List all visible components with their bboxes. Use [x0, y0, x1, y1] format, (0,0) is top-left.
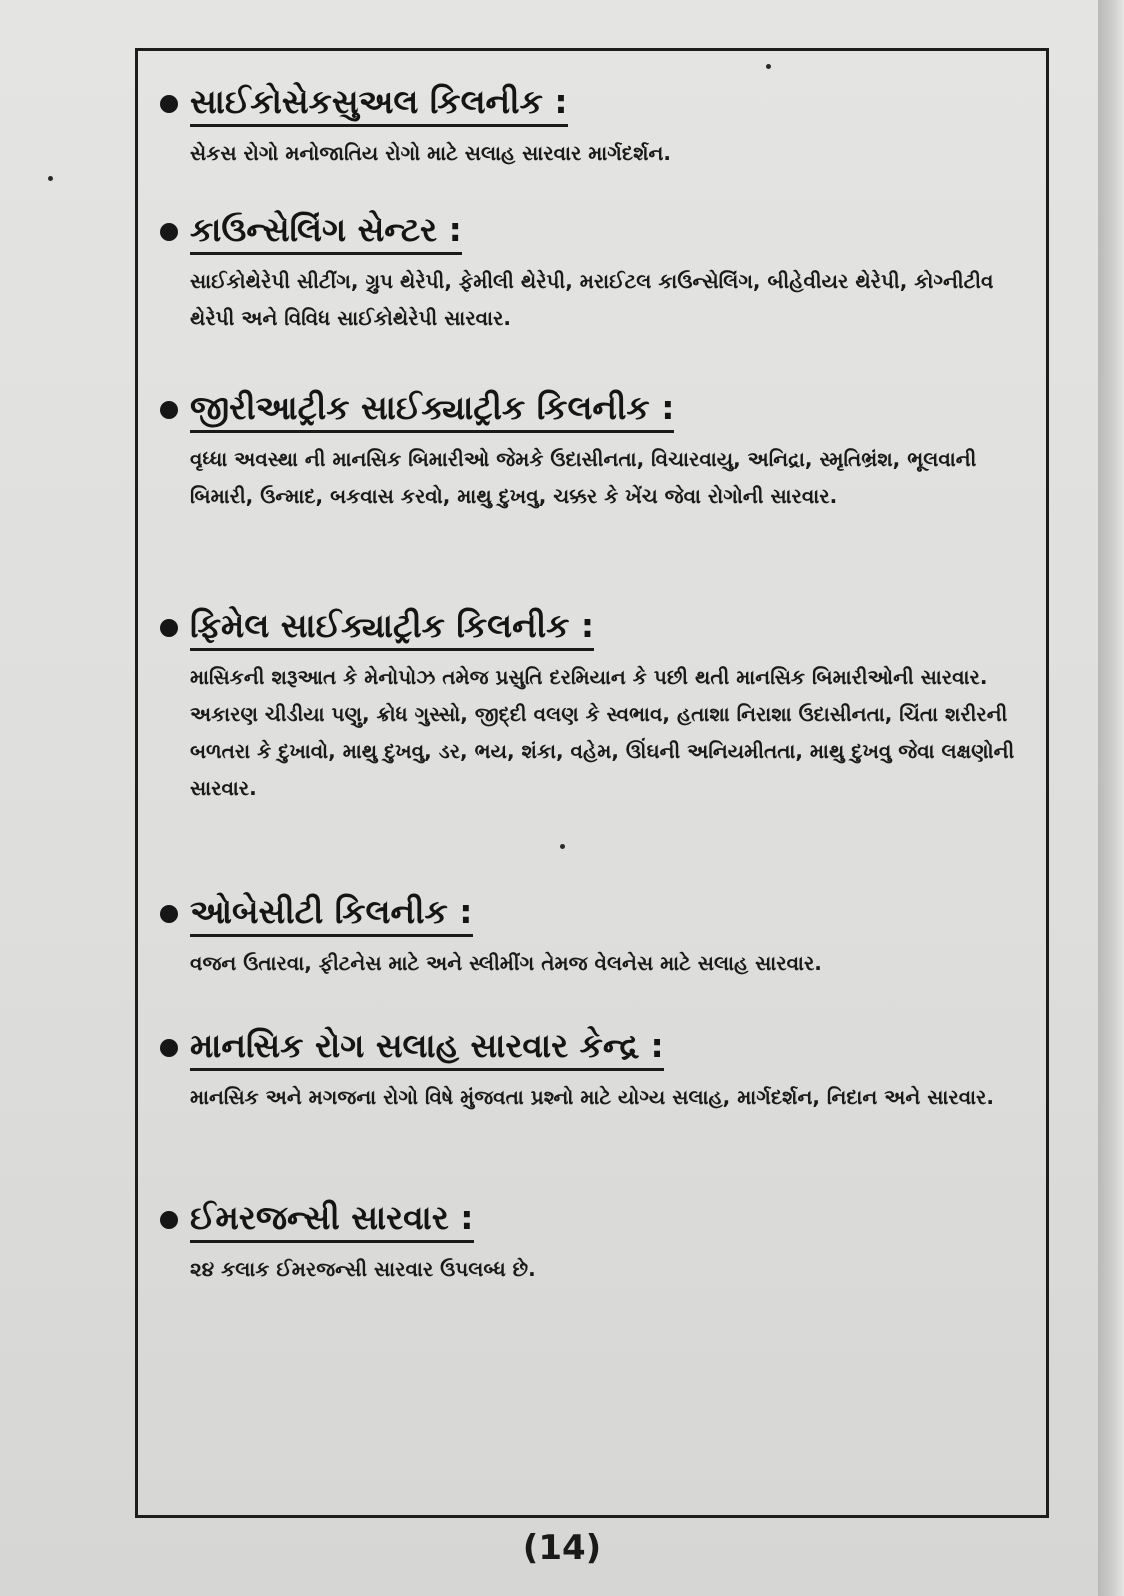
section-mental-health-center — [160, 1026, 1040, 1116]
bullet-icon — [160, 1211, 178, 1229]
section-text: વૃધ્ધા અવસ્થા ની માનસિક બિમારીઓ જેમકે ઉદાસીનતા, વિચારવાયુ, અનિદ્રા, સ્મૃતિભ્રંશ, ભૂલવાની બિમારી, ઉન્માદ, બકવાસ કરવો, માથુ દુખવુ, ચક્કર કે ખેંચ જેવા રોગોની સારવાર. — [190, 446, 977, 508]
bullet-icon — [160, 95, 178, 113]
section-heading: ફિમેલ સાઈક્યાટ્રીક કિલનીક : — [190, 606, 594, 651]
section-emergency-care — [160, 1198, 1040, 1288]
section-counselling-center — [160, 210, 1040, 337]
page-number: (14) — [522, 1528, 602, 1568]
section-heading: ઓબેસીટી કિલનીક : — [190, 892, 473, 937]
section-psychosexual-clinic — [160, 82, 1040, 172]
section-heading: માનસિક રોગ સલાહ સારવાર કેન્દ્ર : — [190, 1026, 664, 1071]
print-speck — [560, 844, 565, 849]
bullet-icon — [160, 401, 178, 419]
section-heading: જીરીઆટ્રીક સાઈક્યાટ્રીક કિલનીક : — [190, 388, 674, 433]
next-page-edge — [1098, 0, 1124, 1596]
print-speck — [48, 176, 53, 181]
section-heading-row — [160, 1198, 1040, 1243]
section-text: સાઈકોથેરેપી સીટીંગ, ગ્રુપ થેરેપી, ફેમીલી થેરેપી, મરાઈટલ કાઉન્સેલિંગ, બીહેવીયર થેરેપી, કોગ્નીટીવ થેરેપી અને વિવિધ સાઈકોથેરેપી સારવાર. — [190, 268, 994, 330]
section-heading-row — [160, 210, 1040, 255]
section-heading: ઈમરજન્સી સારવાર : — [190, 1198, 474, 1243]
section-text: માસિકની શરૂઆત કે મેનોપોઝ તમેજ પ્રસુતિ દરમિયાન કે પછી થતી માનસિક બિમારીઓની સારવાર. અકારણ ચીડીયા પણુ, ક્રોધ ગુસ્સો, જીદ્દી વલણ કે સ્વભાવ, હતાશા નિરાશા ઉદાસીનતા, ચિંતા શરીરની બળતરા કે દુખાવો, માથુ દુખવુ, ડર, ભય, શંકા, વહેમ, ઊંઘની અનિયમીતતા, માથુ દુખવુ જેવા લક્ષણોની સારવાર. — [190, 664, 1015, 800]
section-text: સેકસ રોગો મનોજાતિય રોગો માટે સલાહ સારવાર માર્ગદર્શન. — [190, 140, 671, 165]
print-speck — [766, 64, 771, 69]
section-heading: કાઉન્સેલિંગ સેન્ટર : — [190, 210, 462, 255]
bullet-icon — [160, 619, 178, 637]
section-text: માનસિક અને મગજના રોગો વિષે મુંજવતા પ્રશ્નો માટે યોગ્ય સલાહ, માર્ગદર્શન, નિદાન અને સારવાર. — [190, 1084, 994, 1109]
section-heading-row — [160, 892, 1040, 937]
section-text: ૨૪ કલાક ઈમરજન્સી સારવાર ઉપલબ્ધ છે. — [190, 1256, 536, 1281]
section-heading-row — [160, 606, 1040, 651]
bullet-icon — [160, 223, 178, 241]
section-text: વજન ઉતારવા, ફીટનેસ માટે અને સ્લીમીંગ તેમજ વેલનેસ માટે સલાહ સારવાર. — [190, 950, 822, 975]
section-female-psychiatric-clinic — [160, 606, 1040, 807]
section-heading: સાઈકોસેકસુઅલ કિલનીક : — [190, 82, 568, 127]
bullet-icon — [160, 905, 178, 923]
bullet-icon — [160, 1039, 178, 1057]
section-heading-row — [160, 388, 1040, 433]
section-obesity-clinic — [160, 892, 1040, 982]
section-geriatric-psychiatric-clinic — [160, 388, 1040, 515]
section-heading-row — [160, 1026, 1040, 1071]
section-heading-row — [160, 82, 1040, 127]
